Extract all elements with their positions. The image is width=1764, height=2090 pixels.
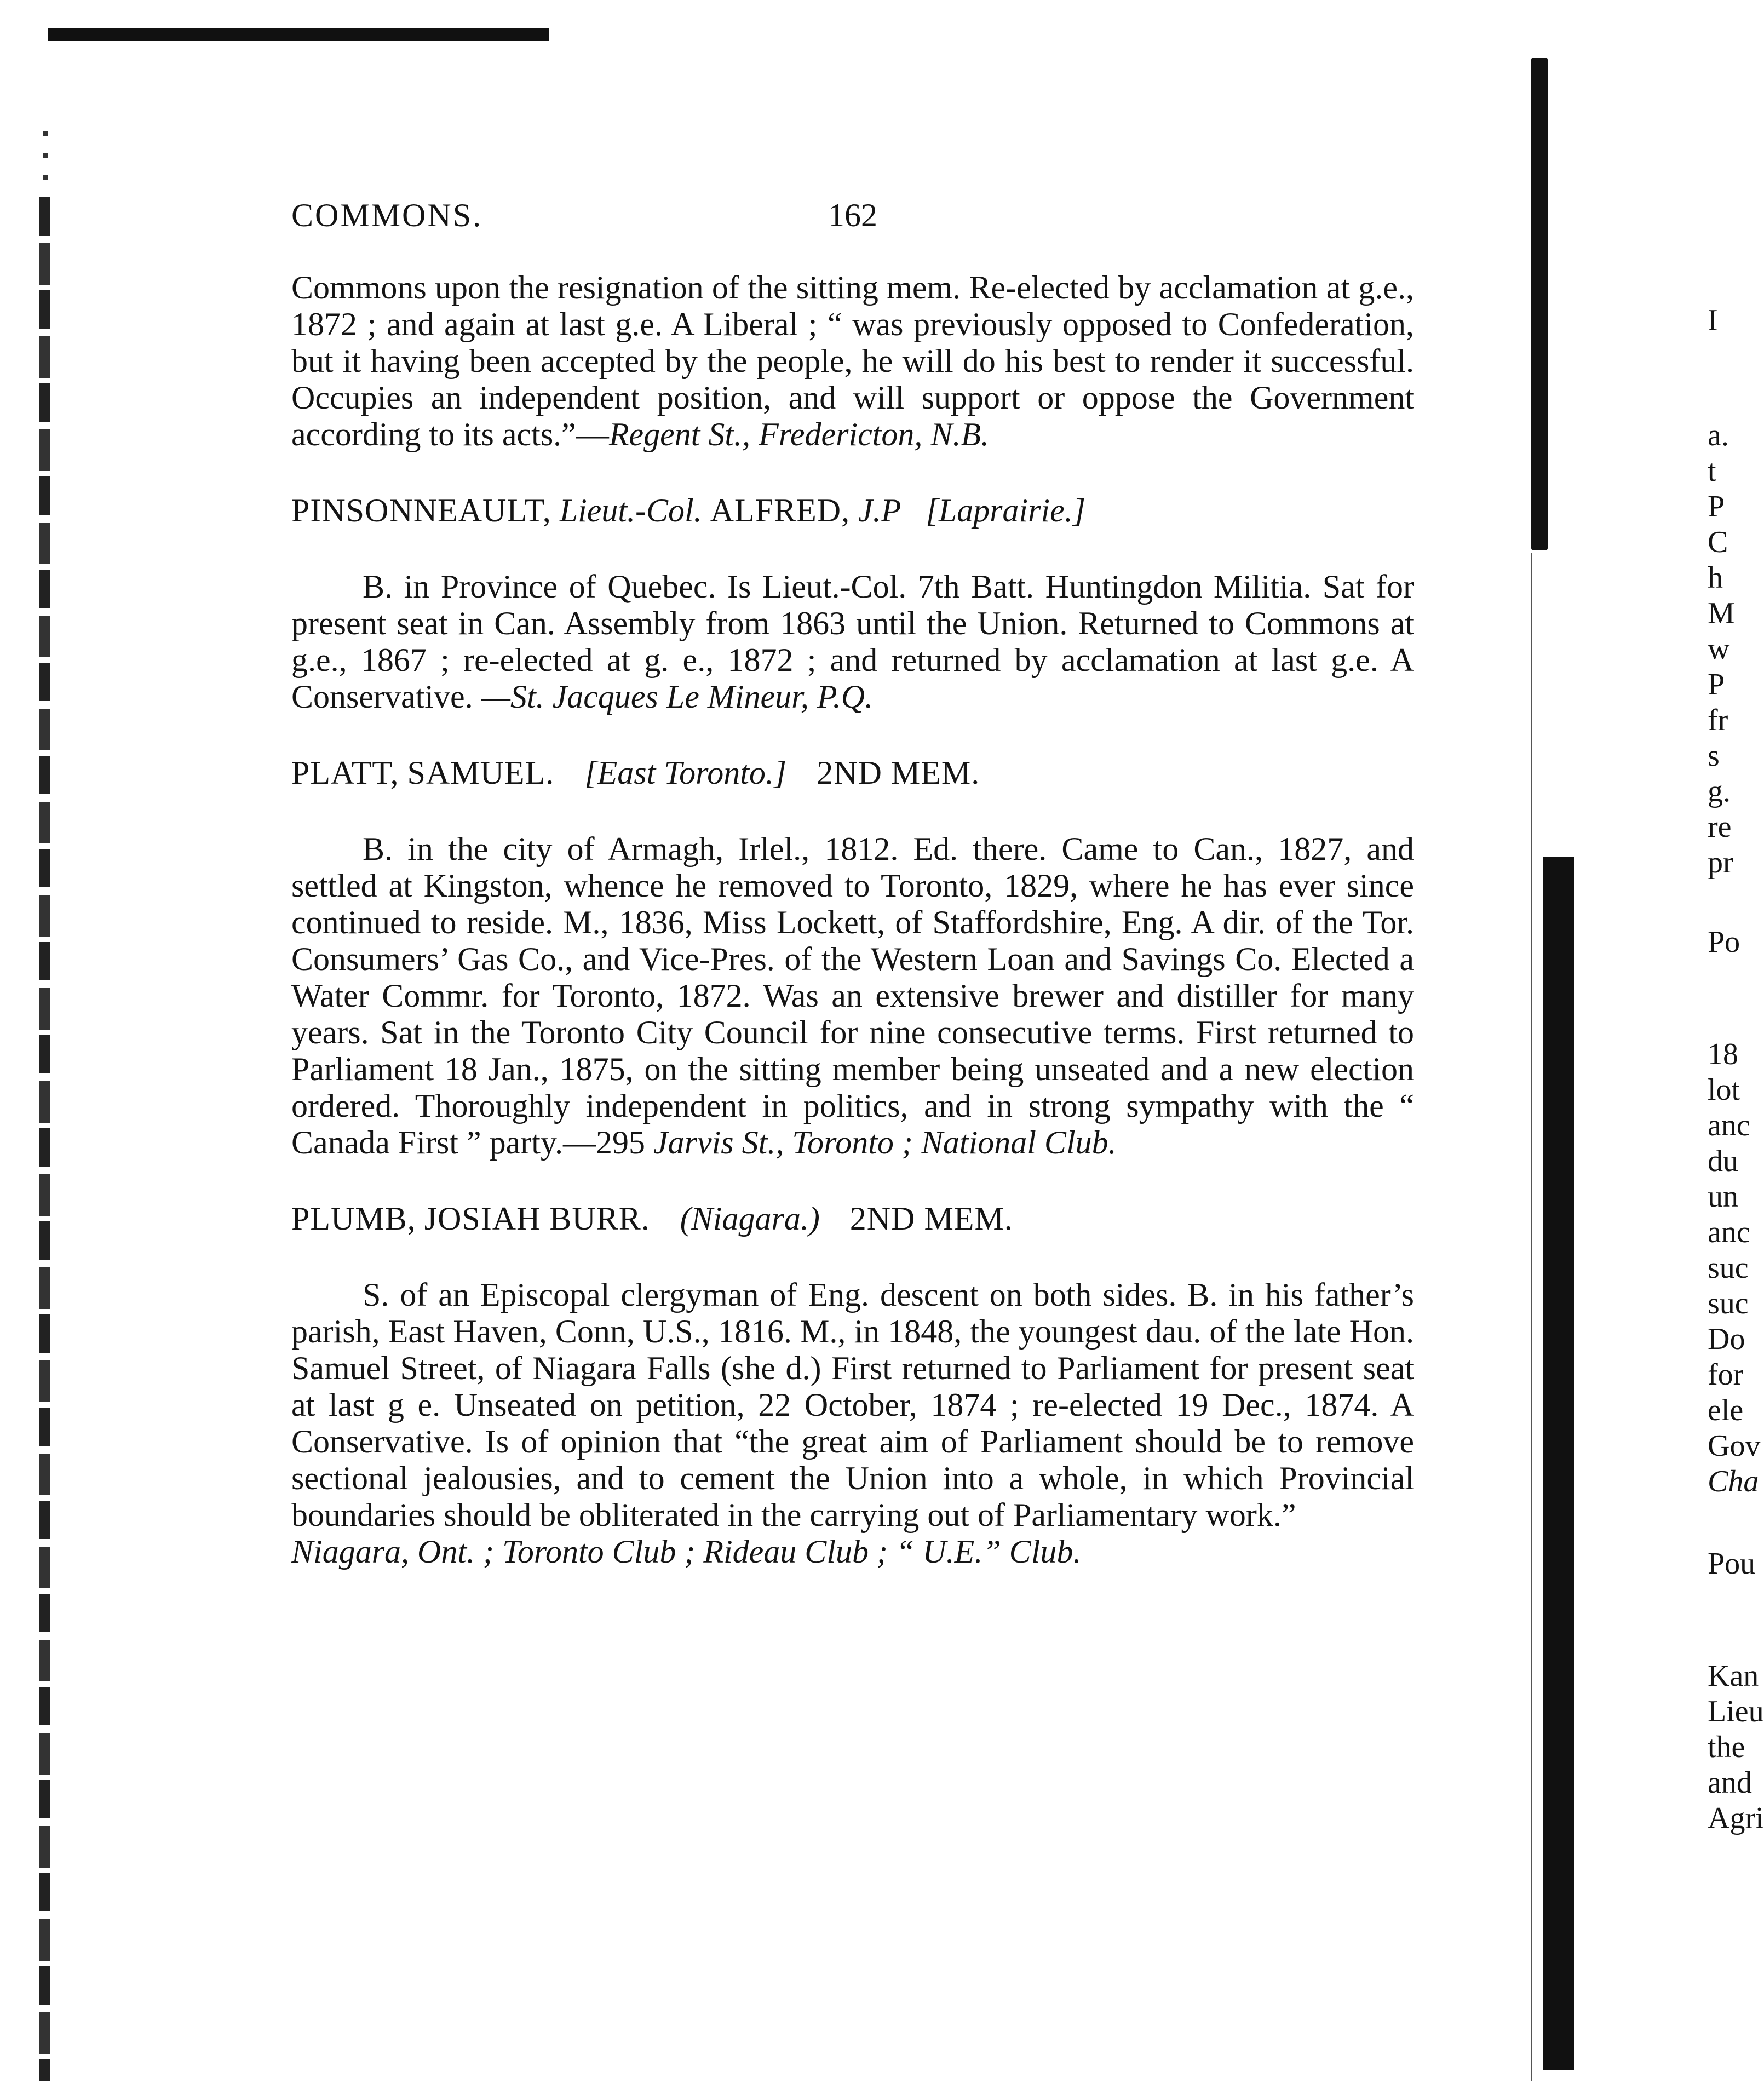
entry-riding: [East Toronto.] [584, 755, 787, 791]
entry-given-name: ALFRED, [710, 492, 851, 529]
entry-body-plumb [291, 1277, 1414, 1570]
entry-heading-pinsonneault [291, 492, 1414, 529]
facing-page-fragment: Agri [1708, 1801, 1764, 1835]
facing-page-fragment: h [1708, 561, 1723, 595]
book-spine-bottom [1543, 857, 1574, 2070]
entry-title: Lieut.-Col. [559, 492, 702, 529]
facing-page-fragment: t [1708, 454, 1716, 488]
entry-honor: J.P [858, 492, 901, 529]
facing-page-fragment: Gov [1708, 1429, 1761, 1463]
entry-member: 2ND MEM. [849, 1201, 1013, 1237]
facing-page-fragment: a. [1708, 418, 1729, 452]
scan-edge-ticks [43, 131, 48, 192]
entry-surname: PINSONNEAULT, [291, 492, 551, 529]
entry-surname: PLUMB, [291, 1201, 416, 1237]
entry-text: Commons upon the resignation of the sitting mem. Re-elected by acclamation at g.e., 1872 ; and again at last g.e. A Liberal ; “ was previously opposed to Confederation, but it having been accepted by the people, he will do his best to render it successful. Occupies an independent position, and will support or oppose the Government according to its acts.”— [291, 269, 1414, 452]
facing-page-fragment: Kan [1708, 1659, 1759, 1693]
facing-page-fragment: fr [1708, 703, 1728, 737]
facing-page-fragment: I [1708, 303, 1718, 337]
entry-text: S. of an Episcopal clergyman of Eng. descent on both sides. B. in his father’s parish, East Haven, Conn, U.S., 1816. M., in 1848, the youngest dau. of the late Hon. Samuel Street, of Niagara Falls (she d.) First returned to Parliament for present seat at last g e. Unseated on petition, 22 October, 1874 ; re-elected 19 Dec., 1874. A Conservative. Is of opinion that “the great aim of Parliament should be to remove sectional jealousies, and to cement the Union into a whole, in which Provincial boundaries should be obliterated in the carrying out of Parliamentary work.” [291, 1277, 1414, 1533]
facing-page-fragments [1708, 0, 1764, 2090]
entry-body-platt [291, 831, 1414, 1161]
facing-page-fragment: Lieu [1708, 1695, 1764, 1729]
entry-continuation [291, 269, 1414, 453]
facing-page-fragment: w [1708, 632, 1730, 666]
entry-riding: [Laprairie.] [926, 492, 1086, 529]
facing-page-fragment: Do [1708, 1322, 1745, 1356]
entry-text: B. in Province of Quebec. Is Lieut.-Col. 7th Batt. Huntingdon Militia. Sat for present seat in Can. Assembly from 1863 until the Union. Returned to Commons at g.e., 1867 ; re-elected at g. e., 1872 ; and returned by acclamation at last g.e. A Conservative. [291, 569, 1414, 715]
entry-address: Niagara, Ont. ; Toronto Club ; Rideau Club ; “ U.E.” Club. [291, 1534, 1082, 1570]
facing-page-fragment: s [1708, 739, 1720, 773]
entry-member: 2ND MEM. [817, 755, 980, 791]
facing-page-fragment: un [1708, 1180, 1738, 1214]
facing-page-fragment: the [1708, 1730, 1745, 1764]
entry-given-name: SAMUEL. [407, 755, 555, 791]
facing-page-fragment: C [1708, 525, 1728, 559]
facing-page-fragment: lot [1708, 1073, 1740, 1107]
top-rule [48, 28, 549, 41]
facing-page-fragment: Pou [1708, 1547, 1756, 1581]
facing-page-fragment: suc [1708, 1287, 1749, 1320]
running-head [291, 197, 1414, 236]
facing-page-fragment: pr [1708, 846, 1733, 880]
facing-page-fragment: Cha [1708, 1465, 1759, 1498]
entry-text: B. in the city of Armagh, Irlel., 1812. Ed. there. Came to Can., 1827, and settled at Kingston, whence he removed to Toronto, 1829, where he has ever since continued to reside. M., 1836, Miss Lockett, of Staffordshire, Eng. A dir. of the Tor. Consumers’ Gas Co., and Vice-Pres. of the Western Loan and Savings Co. Elected a Water Commr. for Toronto, 1872. Was an extensive brewer and distiller for many years. Sat in the Toronto City Council for nine consecutive terms. First returned to Parliament 18 Jan., 1875, on the sitting member being unseated and a new election ordered. Thoroughly independent in politics, and in strong sympathy with the “ Canada First ” party.—295 [291, 831, 1414, 1161]
facing-page-fragment: Po [1708, 925, 1740, 959]
page-number: 162 [828, 197, 877, 233]
entry-riding: (Niagara.) [680, 1201, 820, 1237]
facing-page-fragment: ele [1708, 1393, 1744, 1427]
entry-heading-platt [291, 755, 1414, 791]
facing-page-fragment: 18 [1708, 1037, 1738, 1071]
facing-page-fragment: g. [1708, 774, 1731, 808]
entry-surname: PLATT, [291, 755, 399, 791]
running-head-section: COMMONS. [291, 197, 483, 233]
entry-address: Jarvis St., Toronto ; National Club. [653, 1124, 1117, 1161]
facing-page-fragment: re [1708, 810, 1732, 844]
facing-page-fragment: M [1708, 596, 1735, 630]
entry-address: —St. Jacques Le Mineur, P.Q. [481, 679, 874, 715]
entry-address: Regent St., Fredericton, N.B. [608, 416, 990, 452]
entry-heading-plumb [291, 1201, 1414, 1237]
book-spine-top [1531, 58, 1548, 550]
page-body [291, 197, 1414, 1570]
entry-given-name: JOSIAH BURR. [424, 1201, 650, 1237]
facing-page-fragment: P [1708, 668, 1725, 702]
facing-page-fragment: suc [1708, 1251, 1749, 1285]
facing-page-fragment: anc [1708, 1109, 1750, 1142]
facing-page-fragment: for [1708, 1358, 1744, 1392]
facing-page-fragment: P [1708, 490, 1725, 524]
facing-page-fragment: du [1708, 1144, 1738, 1178]
gutter-line [1531, 553, 1532, 2081]
scan-left-edge [39, 197, 50, 2081]
facing-page-fragment: anc [1708, 1215, 1750, 1249]
facing-page-fragment: and [1708, 1766, 1752, 1800]
entry-body-pinsonneault [291, 569, 1414, 715]
